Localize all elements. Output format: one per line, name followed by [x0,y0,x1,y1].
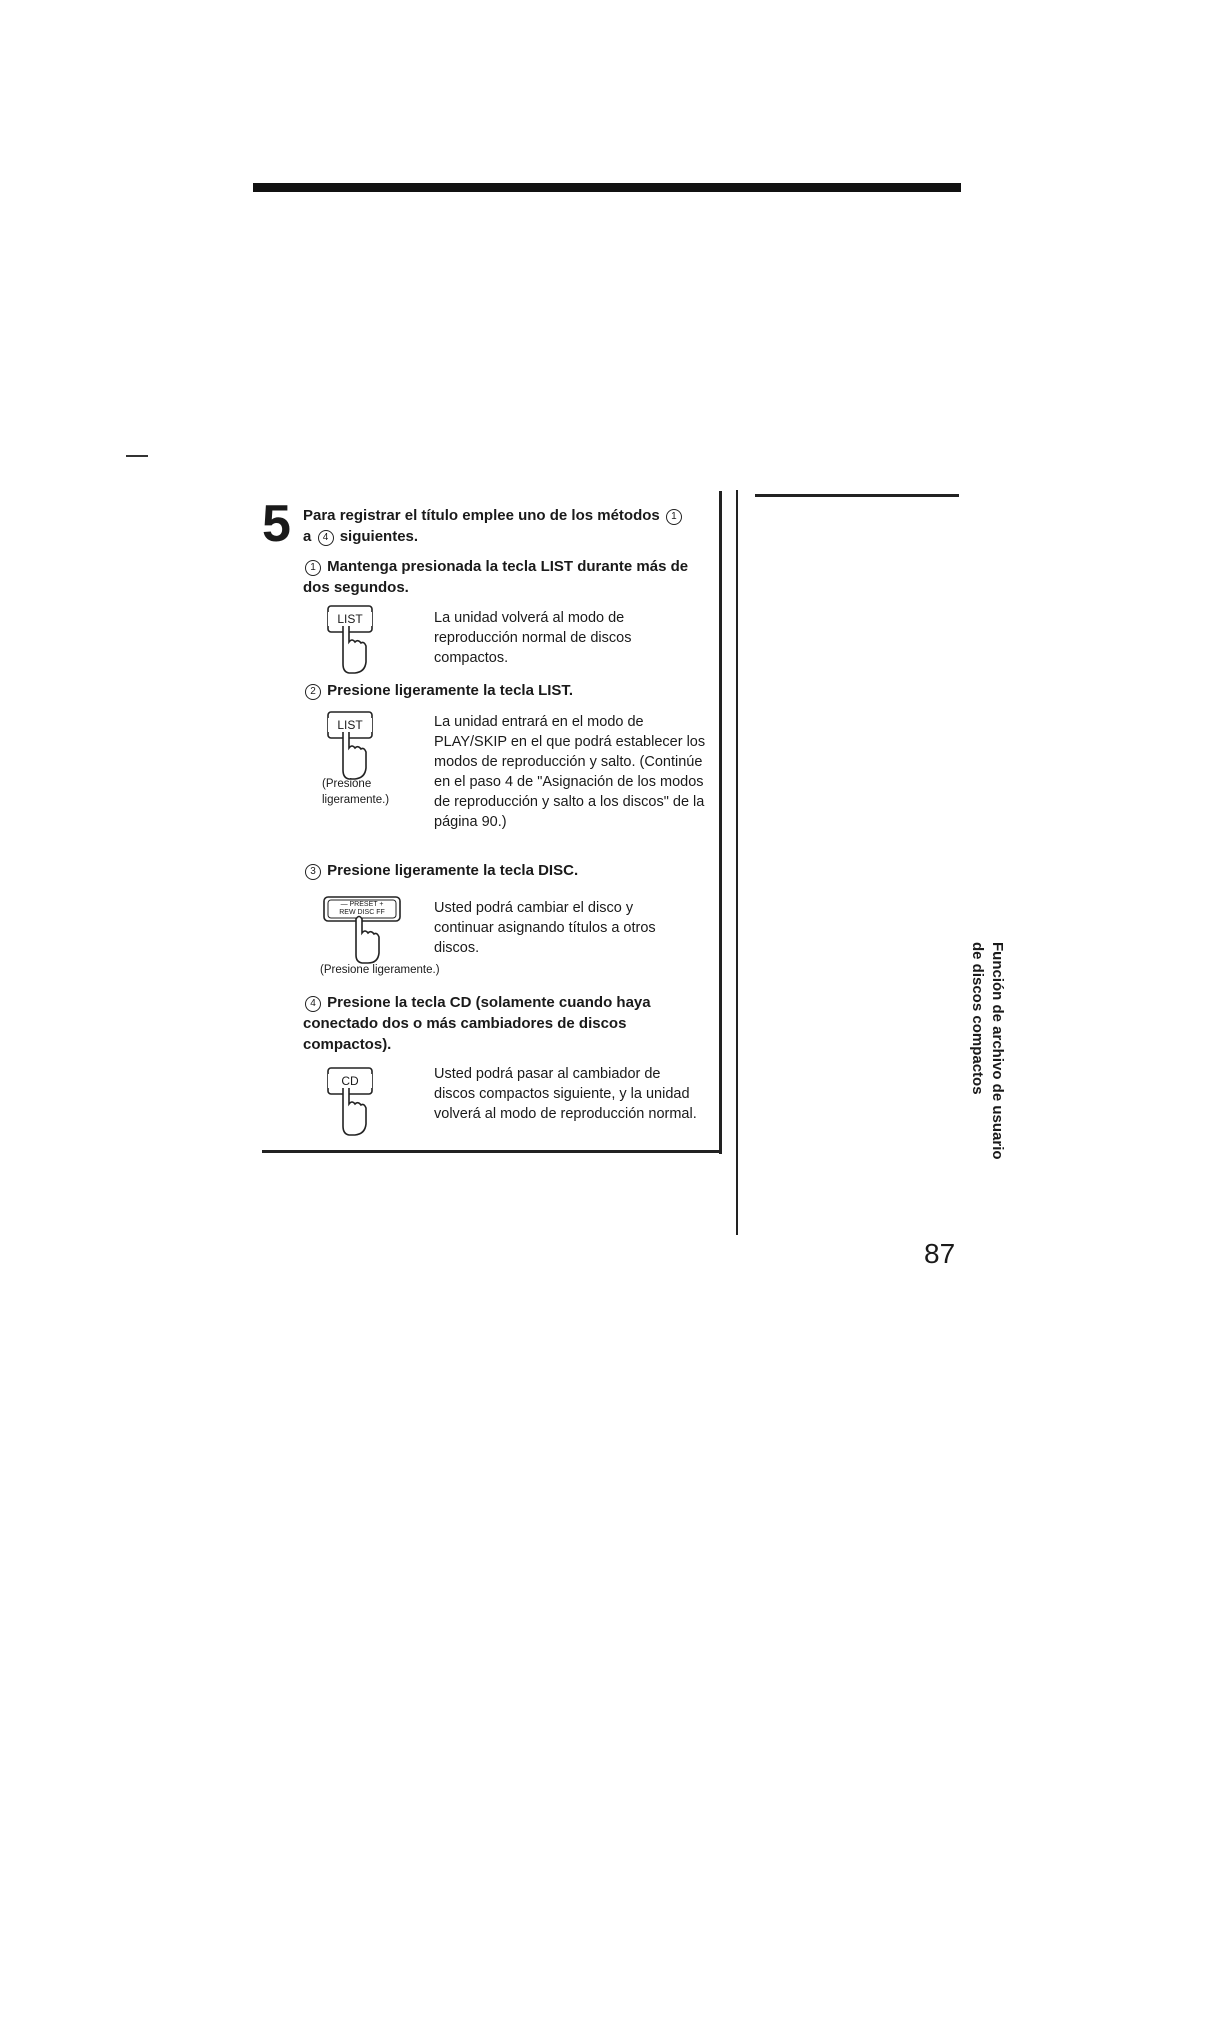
list-key-illustration [325,604,377,676]
side-tab-text [967,942,1007,1172]
margin-mark [126,455,148,457]
method-4-heading [303,992,688,1055]
side-tab-line-1: Función de archivo de usuario [989,942,1006,1160]
circled-marker: 1 [305,560,321,576]
method-2-heading-text: Presione ligeramente la tecla LIST. [327,682,574,699]
step-box-right-border [719,491,722,1154]
method-3-heading-text: Presione ligeramente la tecla DISC. [327,862,579,879]
circled-marker: 1 [666,509,682,525]
method-1-heading [303,556,713,598]
step-heading-part3: siguientes. [339,528,419,545]
method-3-heading [303,860,713,881]
list-key-illustration [325,710,377,782]
method-2-caption: (Presione ligeramente.) [322,778,390,806]
side-column-rule [755,494,959,497]
section-side-tab [967,942,1007,1172]
column-divider [736,490,738,1235]
cd-key-illustration [325,1066,377,1138]
method-4-heading-text: Presione la tecla CD (solamente cuando haya conectado dos o más cambiadores de discos compactos). [303,994,651,1053]
method-2-heading [303,680,713,701]
page-number: 87 [924,1238,956,1269]
circled-marker: 4 [318,530,334,546]
step-number: 5 [262,495,291,553]
top-rule [253,183,961,192]
step-heading-part1: Para registrar el título emplee uno de los métodos [303,507,660,524]
method-3-caption: (Presione ligeramente.) [320,964,440,976]
method-1-description: La unidad volverá al modo de reproducción normal de discos compactos. [434,610,632,666]
key-label-list: LIST [328,718,372,732]
disc-key-illustration [322,895,404,965]
key-label-disc: REW DISC FF [339,909,385,916]
method-3-description: Usted podrá cambiar el disco y continuar asignando títulos a otros discos. [434,900,656,956]
circled-marker: 4 [305,996,321,1012]
step-heading [303,505,713,547]
method-4-description: Usted podrá pasar al cambiador de discos compactos siguiente, y la unidad volverá al modo de reproducción normal. [434,1066,697,1122]
method-1-heading-text: Mantenga presionada la tecla LIST durante más de dos segundos. [303,558,689,596]
key-label-list: LIST [328,612,372,626]
method-2-description: La unidad entrará en el modo de PLAY/SKIP en el que podrá establecer los modos de reproducción y salto. (Continúe en el paso 4 de "Asignación de los modos de reproducción y salto a los discos" de la página 90.) [434,714,706,830]
key-label-preset: — PRESET + [340,901,384,908]
circled-marker: 2 [305,684,321,700]
step-box-bottom-border [262,1150,722,1153]
step-heading-part2: a [303,528,312,545]
side-tab-line-2: de discos compactos [969,942,986,1095]
key-label-cd: CD [328,1074,372,1088]
circled-marker: 3 [305,864,321,880]
